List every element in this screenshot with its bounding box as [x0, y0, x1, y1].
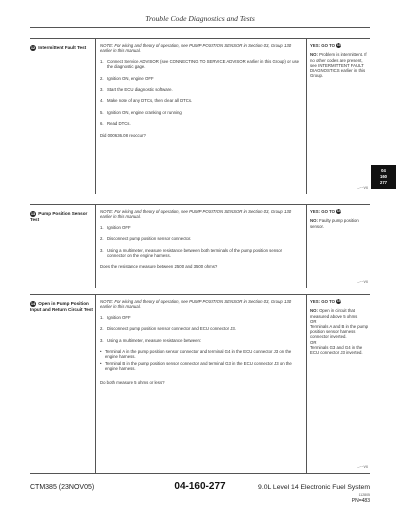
no-extra-line: Terminals G3 and G4 in the ECU connector J3 inverted. — [310, 344, 363, 355]
no-extra-line: OR — [310, 318, 317, 324]
section-open-circuit-test — [30, 294, 370, 474]
procedure-step: 3. Using a multimeter, measure resistance between both terminals of the pump position sensor connector on the engine harness. — [100, 247, 283, 259]
no-label: NO: — [310, 52, 318, 58]
step-title — [30, 301, 94, 313]
manual-title: 9.0L Level 14 Electronic Fuel System — [258, 484, 370, 491]
procedure-step: 2. Disconnect pump position sensor connector. — [100, 236, 192, 242]
procedure-column — [100, 209, 300, 270]
test-question: Do both measure 5 ohms or less? — [100, 379, 165, 385]
no-text: Faulty pump position sensor. — [310, 218, 359, 229]
procedure-step: 3. Start the ECU diagnostic software. — [100, 87, 173, 93]
tab-page: 277 — [380, 180, 387, 185]
test-question: Did 000636.08 reoccur? — [100, 132, 146, 138]
column-rule — [306, 38, 307, 194]
section-rule — [30, 38, 370, 39]
step-list — [100, 225, 300, 259]
procedure-column — [100, 43, 300, 138]
no-result — [310, 52, 370, 78]
procedure-step: 4. Make note of any DTCs, then clear all DTCs. — [100, 98, 193, 104]
step-title — [30, 45, 94, 51]
step-list — [100, 315, 300, 343]
step-title — [30, 211, 94, 223]
no-text: Open in circuit that measured above 5 ohms — [310, 308, 358, 319]
step-name: Pump Position Sensor Test — [30, 211, 88, 223]
procedure-step: 1. Ignition OFF — [100, 224, 131, 230]
page-title: Trouble Code Diagnostics and Tests — [145, 14, 255, 23]
step-name: Intermittent Fault Test — [38, 45, 87, 50]
measurement-list — [100, 349, 300, 372]
no-result — [310, 308, 370, 318]
section-rule — [30, 204, 370, 205]
revision-date: 112805 — [358, 493, 370, 497]
step-badge: 13 — [30, 212, 36, 216]
title-rule — [30, 27, 370, 28]
yes-label: YES: GO TO — [310, 43, 335, 48]
section-rule — [30, 294, 370, 295]
no-label: NO: — [310, 218, 318, 224]
yes-result — [310, 43, 370, 48]
section-bottom-rule — [30, 473, 370, 474]
wiring-note: NOTE: For wiring and theory of operation, see PUMP POSITION SENSOR in Section 03, Group 130 earlier in this manual. — [100, 43, 292, 54]
column-rule — [306, 294, 307, 474]
wiring-note: NOTE: For wiring and theory of operation, see PUMP POSITION SENSOR in Section 03, Group 130 earlier in this manual. — [100, 299, 292, 310]
procedure-step: 2. Ignition ON, engine OFF — [100, 75, 154, 81]
no-extra-line: Terminals A and B in the pump position sensor harness connector inverted. — [310, 323, 369, 340]
goto-step-badge: 15 — [336, 299, 341, 304]
result-column — [310, 43, 370, 78]
column-rule — [306, 204, 307, 288]
yes-label: YES: GO TO — [310, 299, 335, 304]
procedure-step: 3. Using a multimeter, measure resistance between: — [100, 337, 202, 343]
section-intermittent-fault-test — [30, 38, 370, 194]
page-number: 04-160-277 — [174, 481, 226, 492]
tab-section: 04 — [381, 168, 386, 173]
column-rule — [95, 294, 96, 474]
measurement-item: • Terminal A in the pump position sensor connector and terminal G4 in the ECU connector J3 on the engine harness. — [100, 349, 292, 360]
result-column — [310, 299, 370, 355]
column-rule — [95, 38, 96, 194]
pn-number: PN=483 — [351, 498, 370, 504]
yes-result — [310, 299, 370, 304]
goto-step-badge: 14 — [336, 209, 341, 214]
wiring-note: NOTE: For wiring and theory of operation, see PUMP POSITION SENSOR in Section 03, Group 130 earlier in this manual. — [100, 209, 292, 220]
procedure-column — [100, 299, 300, 385]
section-pump-position-sensor-test — [30, 204, 370, 288]
step-list — [100, 59, 300, 127]
manual-id: CTM385 (23NOV05) — [30, 484, 95, 491]
procedure-step: 2. Disconnect pump position sensor connector and ECU connector J3. — [100, 326, 236, 332]
end-mark: —~~VX — [357, 187, 368, 191]
measurement-item: • Terminal B in the pump position sensor connector and terminal G3 in the ECU connector J3 on the engine harness. — [100, 360, 292, 372]
end-mark: —~~VX — [357, 466, 368, 470]
no-result — [310, 218, 370, 228]
end-mark: —~~VX — [357, 281, 368, 285]
yes-result — [310, 209, 370, 214]
procedure-step: 1. Connect Service ADVISOR (see CONNECTING TO SERVICE ADVISOR earlier in this Group) or use the diagnostic gage. — [100, 58, 299, 70]
tab-group: 160 — [380, 174, 387, 179]
procedure-step: 1. Ignition OFF — [100, 314, 131, 320]
step-name: Open in Pump Position Input and Return Circuit Test — [30, 301, 93, 313]
yes-label: YES: GO TO — [310, 209, 335, 214]
no-extra-line: OR — [310, 339, 317, 345]
column-rule — [95, 204, 96, 288]
no-text: Problem is intermittent. If no other codes are present, see INTERMITTENT FAULT DIAGNOSTICS earlier in this Group. — [310, 52, 367, 79]
goto-step-badge: 13 — [336, 43, 341, 48]
step-badge: 14 — [30, 302, 36, 306]
section-tab — [371, 165, 396, 189]
test-question: Does the resistance measure between 2500 and 3500 ohms? — [100, 264, 218, 270]
no-label: NO: — [310, 308, 318, 314]
result-column — [310, 209, 370, 229]
step-badge: 12 — [30, 46, 36, 50]
procedure-step: 5. Ignition ON, engine cranking or running — [100, 109, 182, 115]
procedure-step: 6. Read DTCs. — [100, 121, 131, 127]
